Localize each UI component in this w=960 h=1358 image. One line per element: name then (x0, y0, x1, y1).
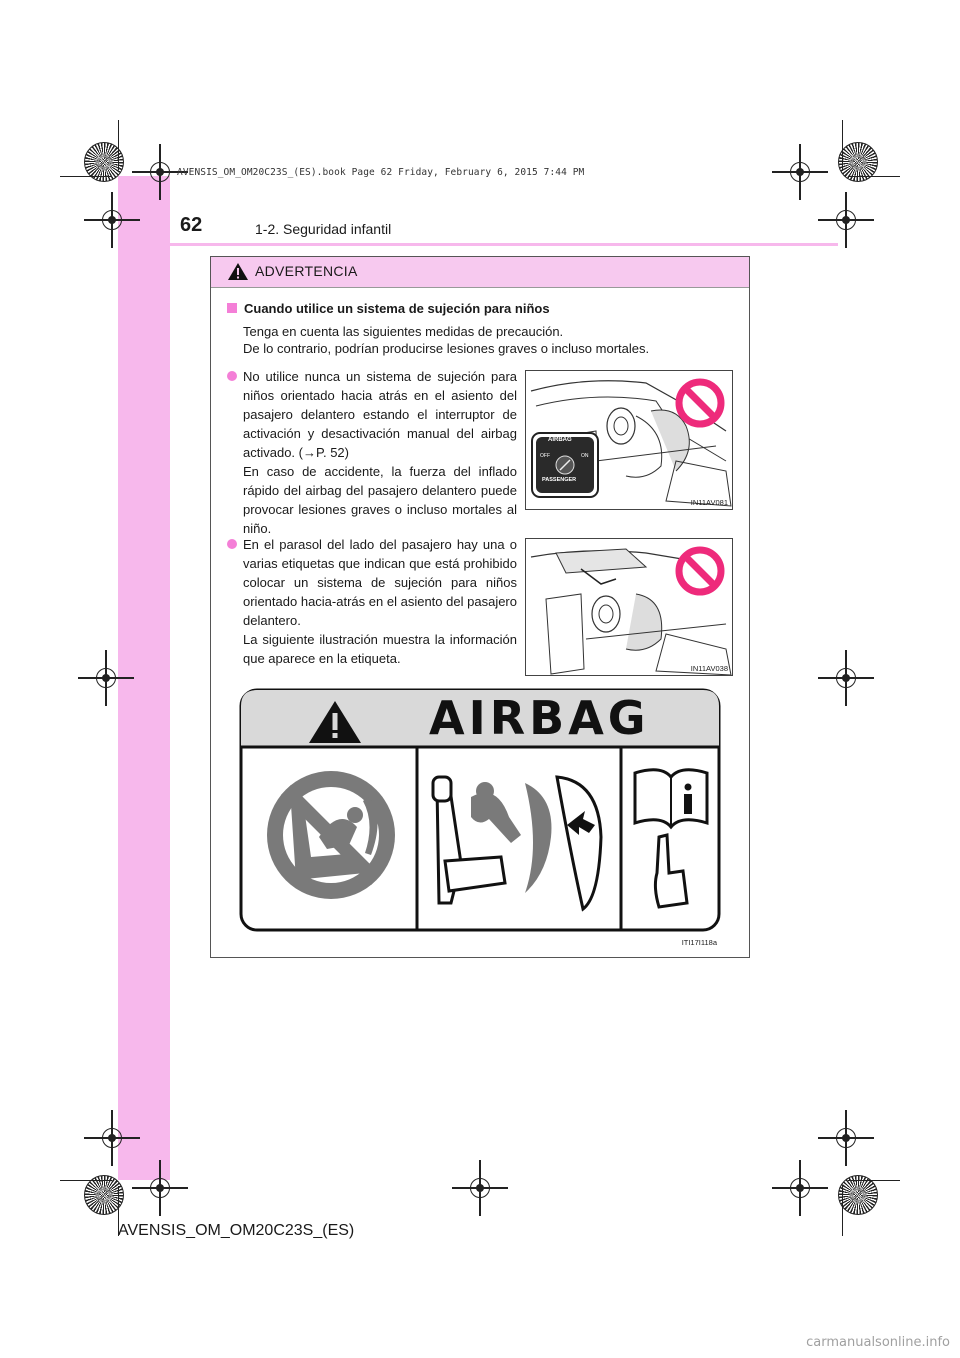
bullet-item (227, 367, 517, 538)
square-bullet-icon (227, 303, 237, 313)
airbag-warning-label (239, 687, 723, 949)
crop-mark (60, 1180, 112, 1181)
registration-mark (78, 650, 134, 706)
registration-mark (132, 1160, 188, 1216)
warning-triangle-icon (227, 262, 249, 281)
switch-airbag-label: AIRBAG (548, 437, 572, 443)
bullet-item (227, 535, 517, 668)
registration-mark (452, 1160, 508, 1216)
bullet-text: En el parasol del lado del pasajero hay una o varias etiquetas que indican que está prohibido colocar un sistema de sujeción para niños orientado hacia-atrás en el asiento del pasajero delantero. (243, 537, 517, 628)
watermark: carmanualsonline.info (806, 1335, 950, 1350)
footer-code: AVENSIS_OM_OM20C23S_(ES) (118, 1222, 355, 1239)
switch-passenger-label: PASSENGER (542, 477, 577, 483)
registration-mark (84, 1110, 140, 1166)
crop-mark (118, 120, 119, 170)
crop-mark (848, 176, 900, 177)
registration-mark (818, 650, 874, 706)
warning-box (210, 256, 750, 958)
book-stamp: AVENSIS_OM_OM20C23S_(ES).book Page 62 Friday, February 6, 2015 7:44 PM (177, 167, 585, 178)
label-heading: AIRBAG (429, 691, 650, 745)
intro-line: Tenga en cuenta las siguientes medidas de precaución. (243, 324, 564, 339)
switch-on-label: ON (581, 453, 589, 459)
warning-header (211, 257, 749, 288)
bullet-text: La siguiente ilustración muestra la información que aparece en la etiqueta. (243, 632, 517, 666)
intro-text (243, 323, 743, 357)
header-rule (118, 243, 838, 246)
intro-line: De lo contrario, podrían producirse lesiones graves o incluso mortales. (243, 341, 650, 356)
bullet-text: En caso de accidente, la fuerza del inflado rápido del airbag del pasajero delantero puede provocar lesiones graves o incluso mortales al niño. (243, 464, 517, 536)
bullet-text: No utilice nunca un sistema de sujeción para niños orientado hacia atrás en el asiento del pasajero delantero estando el interruptor de activación y desactivación manual del airbag activado. (→P. 52) (243, 369, 517, 460)
crop-mark (842, 1186, 843, 1236)
figure-airbag-switch (525, 370, 733, 510)
figure-sun-visor (525, 538, 733, 676)
crop-mark (842, 120, 843, 170)
registration-mark (772, 1160, 828, 1216)
figure-code: ITI17I118a (681, 938, 717, 947)
registration-mark (818, 192, 874, 248)
registration-mark (818, 1110, 874, 1166)
figure-code: IN11AV081 (690, 498, 728, 507)
round-bullet-icon (227, 371, 237, 381)
subheading: Cuando utilice un sistema de sujeción para niños (227, 301, 550, 316)
page-number: 62 (180, 214, 203, 236)
registration-mark (84, 192, 140, 248)
prohibition-icon (674, 377, 726, 429)
switch-off-label: OFF (540, 453, 550, 459)
section-title: 1-2. Seguridad infantil (255, 221, 392, 237)
round-bullet-icon (227, 539, 237, 549)
prohibition-icon (674, 545, 726, 597)
color-rosette (838, 1175, 878, 1215)
crop-mark (848, 1180, 900, 1181)
warning-title: ADVERTENCIA (255, 263, 358, 279)
figure-code: IN11AV038 (690, 664, 728, 673)
crop-mark (60, 176, 112, 177)
